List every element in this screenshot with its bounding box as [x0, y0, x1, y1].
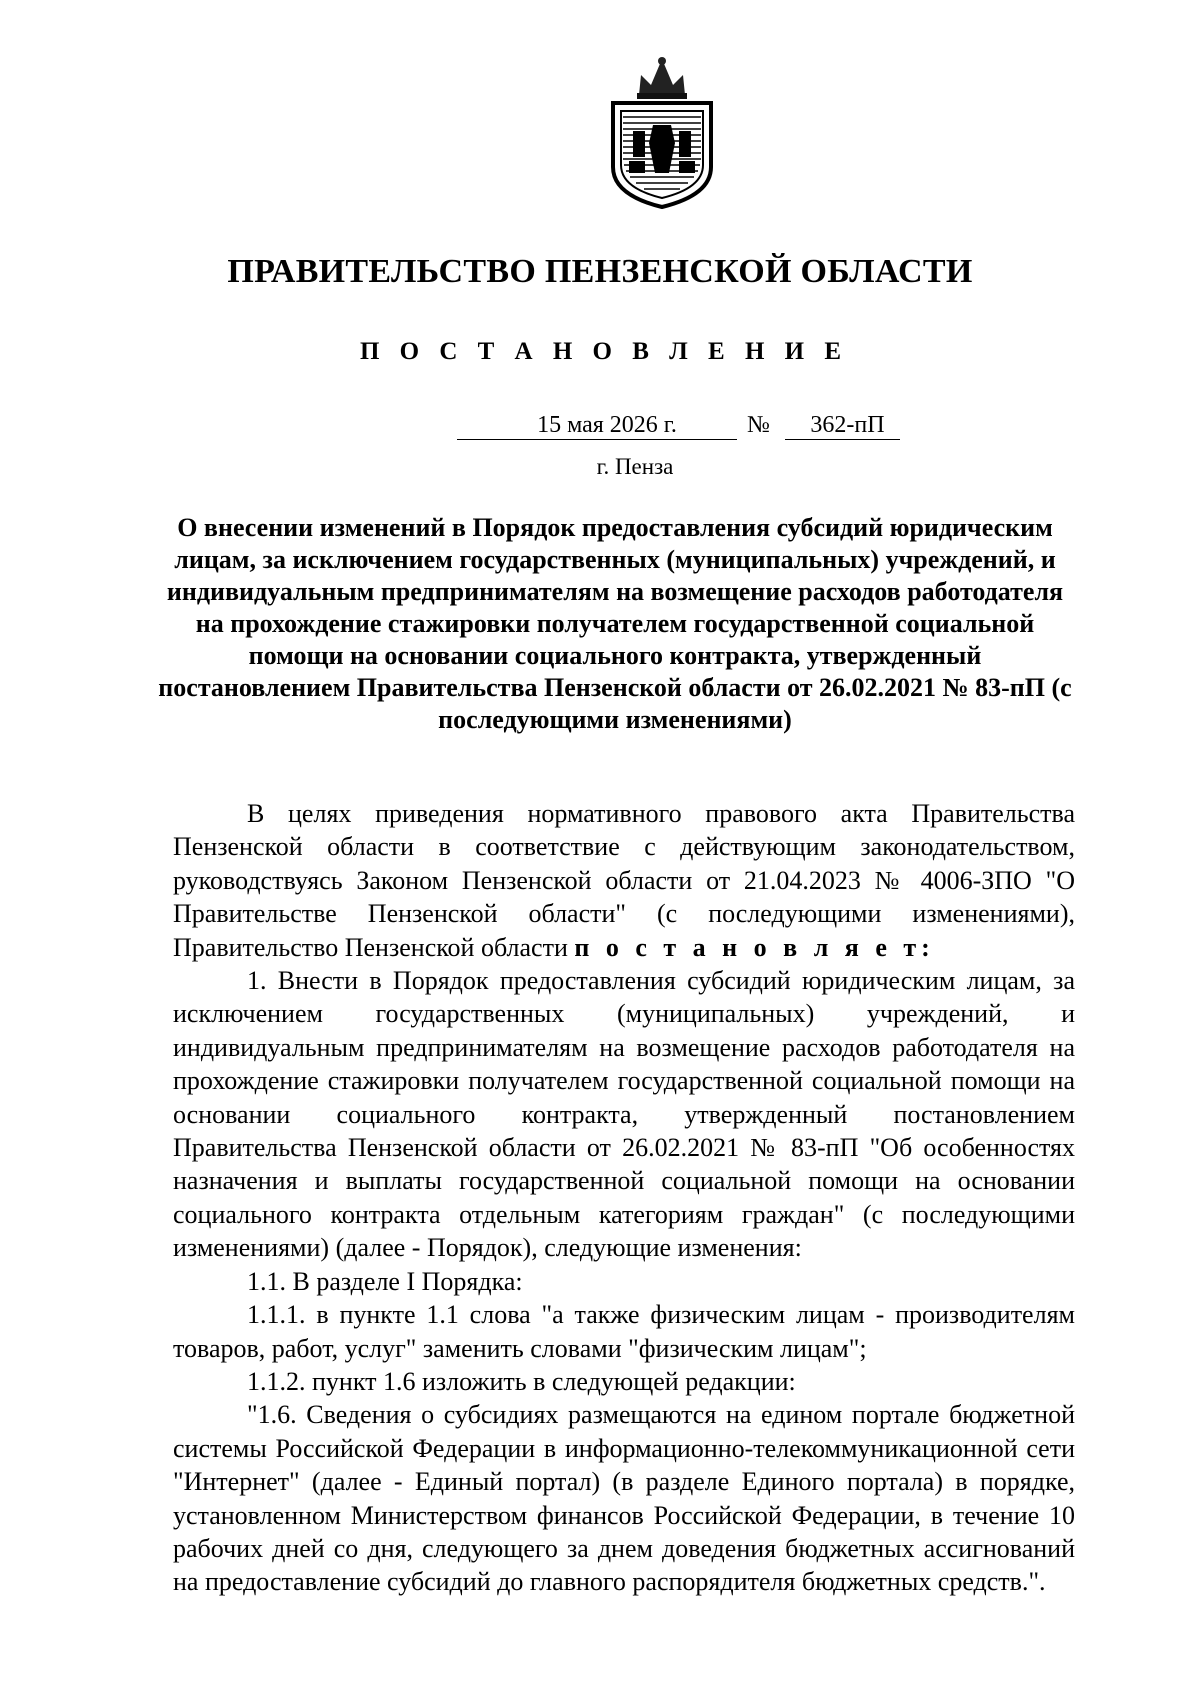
document-subject: О внесении изменений в Порядок предоставления субсидий юридическим лицам, за исключением государственных (муниципальных) учреждений, и индивидуальным предпринимателям на возмещение расходов работодателя на прохождение стажировки получателем государственной социальной помощи на основании социального контракта, утвержденный постановлением Правительства Пензенской области от 26.02.2021 № 83-пП (с последующими изменениями) — [158, 513, 1072, 734]
number-sign: № — [747, 412, 770, 438]
government-title: ПРАВИТЕЛЬСТВО ПЕНЗЕНСКОЙ ОБЛАСТИ — [227, 253, 973, 290]
date-number-line — [0, 412, 1200, 448]
preamble-paragraph — [173, 797, 1075, 964]
paragraph-1: 1. Внести в Порядок предоставления субсидий юридическим лицам, за исключением государственных (муниципальных) учреждений, и индивидуальным предпринимателям на возмещение расходов работодателя на прохождение стажировки получателем государственной социальной помощи на основании социального контракта, утвержденный постановлением Правительства Пензенской области от 26.02.2021 № 83-пП "Об особенностях назначения и выплаты государственной социальной помощи на основании социального контракта отдельным категориям граждан" (с последующими изменениями) (далее - Порядок), следующие изменения: — [173, 966, 1075, 1263]
document-body — [173, 797, 1075, 1599]
document-type: П О С Т А Н О В Л Е Н И Е — [359, 338, 849, 365]
paragraph-1-1: 1.1. В разделе I Порядка: — [247, 1266, 523, 1296]
document-number: 362-пП — [785, 412, 900, 440]
document-date: 15 мая 2026 г. — [457, 412, 737, 440]
paragraph-1-6-quote: "1.6. Сведения о субсидиях размещаются на едином портале бюджетной системы Российской Федерации в информационно-телекоммуникационной сети "Интернет" (далее - Единый портал) (в разделе Единого портала) в порядке, установленном Министерством финансов Российской Федерации, в течение 10 рабочих дней со дня, следующего за днем доведения бюджетных ассигнований на предоставление субсидий до главного распорядителя бюджетных средств.". — [173, 1400, 1075, 1597]
resolves-text: п о с т а н о в л я е т: — [574, 932, 935, 962]
paragraph-1-1-1: 1.1.1. в пункте 1.1 слова "а также физическим лицам - производителям товаров, работ, услуг" заменить словами "физическим лицам"; — [173, 1300, 1075, 1363]
city: г. Пенза — [596, 454, 674, 479]
paragraph-1-1-2: 1.1.2. пункт 1.6 изложить в следующей редакции: — [247, 1366, 796, 1396]
preamble-text: В целях приведения нормативного правового акта Правительства Пензенской области в соответствие с действующим законодательством, руководствуясь Законом Пензенской области от 21.04.2023 № 4006-ЗПО "О Правительстве Пензенской области" (с последующими изменениями), Правительство Пензенской области — [173, 799, 1075, 962]
coat-of-arms-icon — [603, 55, 721, 210]
